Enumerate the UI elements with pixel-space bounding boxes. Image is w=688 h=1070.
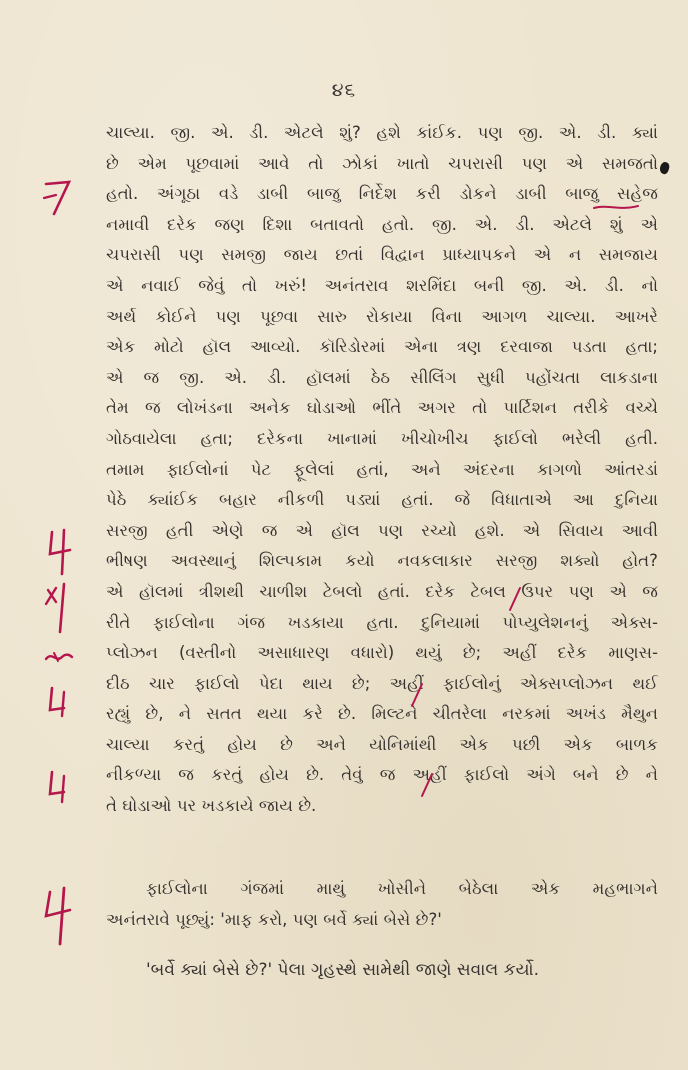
page-number: ૪૬ (331, 79, 357, 101)
text-line: રહ્યું છે, ને સતત થયા કરે છે. મિલ્ટને ચીતરેલા નરકમાં અખંડ મૈથુન (106, 704, 658, 724)
paragraph-3 (106, 955, 658, 986)
text-line: 'બર્વે ક્યાં બેસે છે?' પેલા ગૃહસ્થે સામેથી જાણે સવાલ કર્યો. (146, 960, 540, 980)
margin-mark-7 (42, 178, 74, 218)
correction-underline (592, 202, 642, 212)
margin-mark-x (44, 582, 74, 634)
margin-mark-4b (42, 886, 76, 946)
paragraph-2 (106, 874, 658, 935)
correction-slash (508, 586, 522, 612)
text-line: એક મોટો હૉલ આવ્યો. કૉરિડોરમાં એના ત્રણ દરવાજા પડતા હતા; (106, 337, 658, 357)
margin-mark-tilde (44, 649, 74, 665)
text-line: તે ઘોડાઓ પર ખડકાયે જાય છે. (106, 796, 317, 816)
margin-mark-4 (46, 528, 76, 576)
correction-slash (410, 682, 424, 708)
text-line: પ્લોઝન (વસ્તીનો અસાધારણ વધારો) થયું છે; અહીં દરેક માણસ- (106, 643, 658, 663)
margin-mark-l2 (46, 770, 70, 804)
text-line: સરજી હતી એણે જ એ હૉલ પણ રચ્યો હશે. એ સિવાય આવી (106, 520, 658, 540)
text-line: હતો. અંગૂઠા વડે ડાબી બાજુ નિર્દેશ કરી ડોકને ડાબી બાજુ સહેજ (106, 184, 658, 204)
text-line: ગોઠવાયેલા હતા; દરેકના ખાનામાં ખીચોખીચ ફાઈલો ભરેલી હતી. (106, 428, 658, 448)
text-line: અર્થ કોઈને પણ પૂછવા સારુ રોકાયા વિના આગળ ચાલ્યા. આખરે (106, 306, 658, 326)
text-line: રીતે ફાઈલોના ગંજ ખડકાયા હતા. દુનિયામાં પોપ્યુલેશનનું એક્સ- (106, 612, 658, 632)
text-line: દીઠ ચાર ફાઈલો પેદા થાય છે; અહીં ફાઈલોનું એક્સપ્લોઝન થઈ (106, 673, 658, 693)
text-line: ચપરાસી પણ સમજી જાય છતાં વિદ્વાન પ્રાધ્યાપકને એ ન સમજાય (106, 245, 658, 265)
text-line: નમાવી દરેક જણ દિશા બતાવતો હતો. જી. એ. ડી. એટલે શું એ (106, 214, 658, 234)
text-line: તેમ જ લોખંડના અનેક ઘોડાઓ ભીંતે અગર તો પાર્ટિશન તરીકે વચ્ચે (106, 398, 658, 418)
text-line: ચાલ્યા. જી. એ. ડી. એટલે શું? હશે કાંઈક. પણ જી. એ. ડી. ક્યાં (106, 123, 658, 142)
text-line: ફાઈલોના ગંજમાં માથું ખોસીને બેઠેલા એક મહભાગને (146, 879, 658, 898)
text-line: અનંતરાવે પૂછ્યું: 'માફ કરો, પણ બર્વે ક્યાં બેસે છે?' (106, 909, 442, 929)
paragraph-1 (106, 118, 658, 822)
text-line: તમામ ફાઈલોનાં પેટ ફૂલેલાં હતાં, અને અંદરના કાગળો આંતરડાં (106, 459, 658, 479)
correction-slash (420, 772, 434, 798)
ink-blot (658, 161, 671, 175)
text-line: છે એમ પૂછવામાં આવે તો ઝોકાં ખાતો ચપરાસી પણ એ સમજતો (106, 153, 658, 173)
text-line: પેઠે ક્યાંઈક બહાર નીકળી પડ્યાં હતાં. જે વિધાતાએ આ દુનિયા (106, 490, 658, 510)
margin-mark-l1 (46, 686, 70, 718)
text-line: ચાલ્યા કરતું હોય છે અને યોનિમાંથી એક પછી એક બાળક (106, 734, 658, 754)
text-line: એ નવાઈ જેવું તો ખરું! અનંતરાવ શરમિંદા બની જી. એ. ડી. નો (106, 275, 658, 295)
text-line: એ જ જી. એ. ડી. હૉલમાં ઠેઠ સીલિંગ સુધી પહોંચતા લાકડાના (106, 367, 658, 387)
text-line: એ હૉલમાં ત્રીશથી ચાળીશ ટેબલો હતાં. દરેક ટેબલ ઉપર પણ એ જ (106, 581, 658, 601)
text-line: નીકળ્યા જ કરતું હોય છે. તેવું જ અહીં ફાઈલો અંગે બને છે ને (106, 765, 658, 785)
text-line: ભીષણ અવસ્થાનું શિલ્પકામ કયો નવકલાકાર સરજી શક્યો હોત? (106, 551, 658, 571)
